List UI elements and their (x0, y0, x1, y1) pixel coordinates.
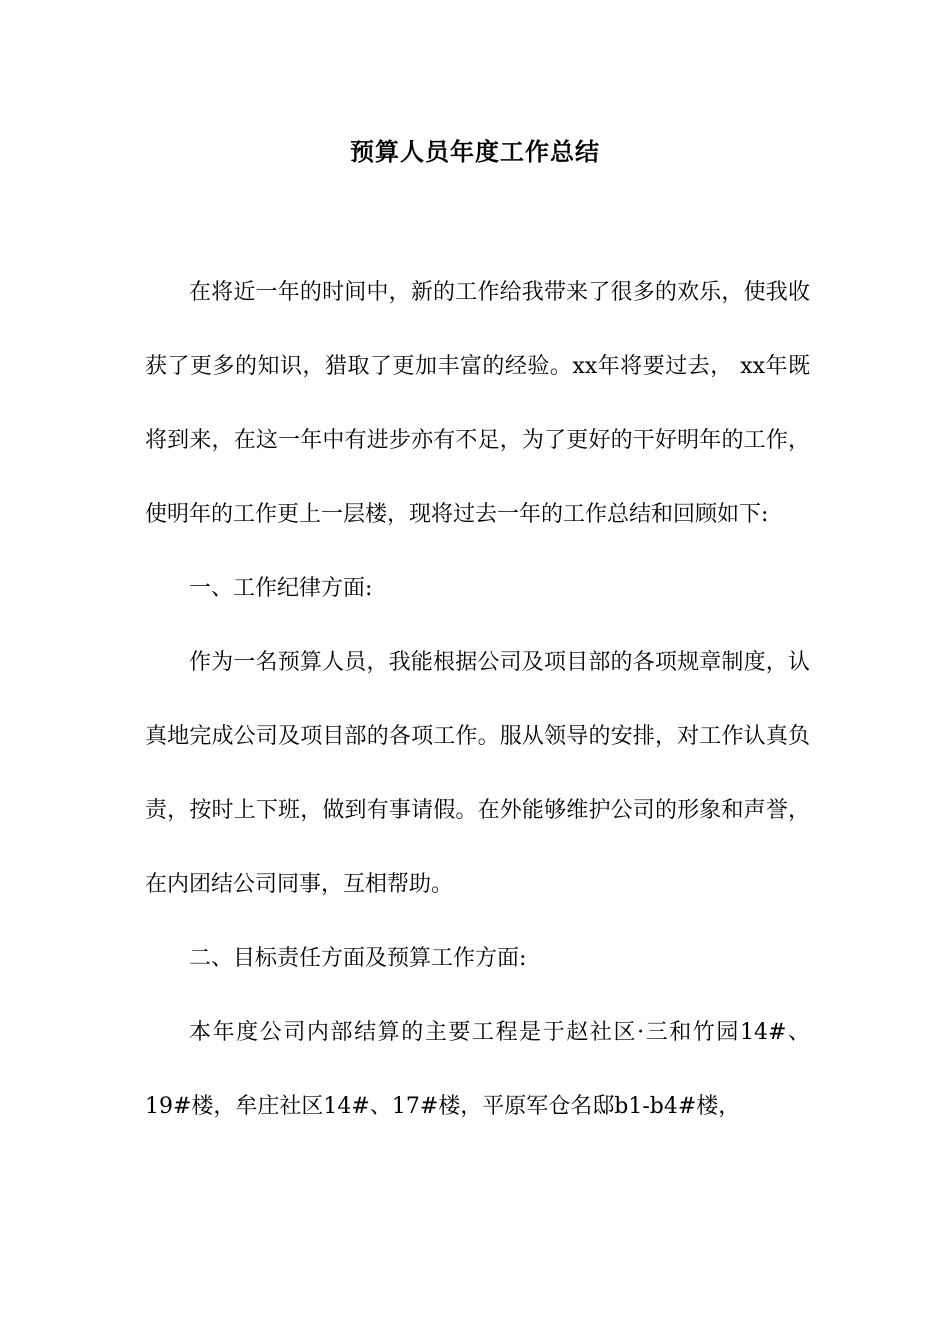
document-body (145, 256, 810, 1144)
paragraph-intro: 在将近一年的时间中，新的工作给我带来了很多的欢乐，使我收获了更多的知识，猎取了更加丰富的经验。xx年将要过去， xx年既将到来，在这一年中有进步亦有不足，为了更好的干好明年的工作，使明年的工作更上一层楼，现将过去一年的工作总结和回顾如下: (145, 280, 810, 527)
document-title: 预算人员年度工作总结 (350, 137, 600, 166)
paragraph-budget: 本年度公司内部结算的主要工程是于赵社区·三和竹园14#、19#楼，牟庄社区14#、17#楼，平原军仓名邸b1-b4#楼， (145, 1020, 810, 1119)
section-heading-budget: 二、目标责任方面及预算工作方面: (189, 946, 527, 971)
section-heading-discipline: 一、工作纪律方面: (189, 576, 373, 601)
paragraph-discipline: 作为一名预算人员，我能根据公司及项目部的各项规章制度，认真地完成公司及项目部的各项工作。服从领导的安排，对工作认真负责，按时上下班，做到有事请假。在外能够维护公司的形象和声誉，在内团结公司同事，互相帮助。 (145, 650, 810, 897)
